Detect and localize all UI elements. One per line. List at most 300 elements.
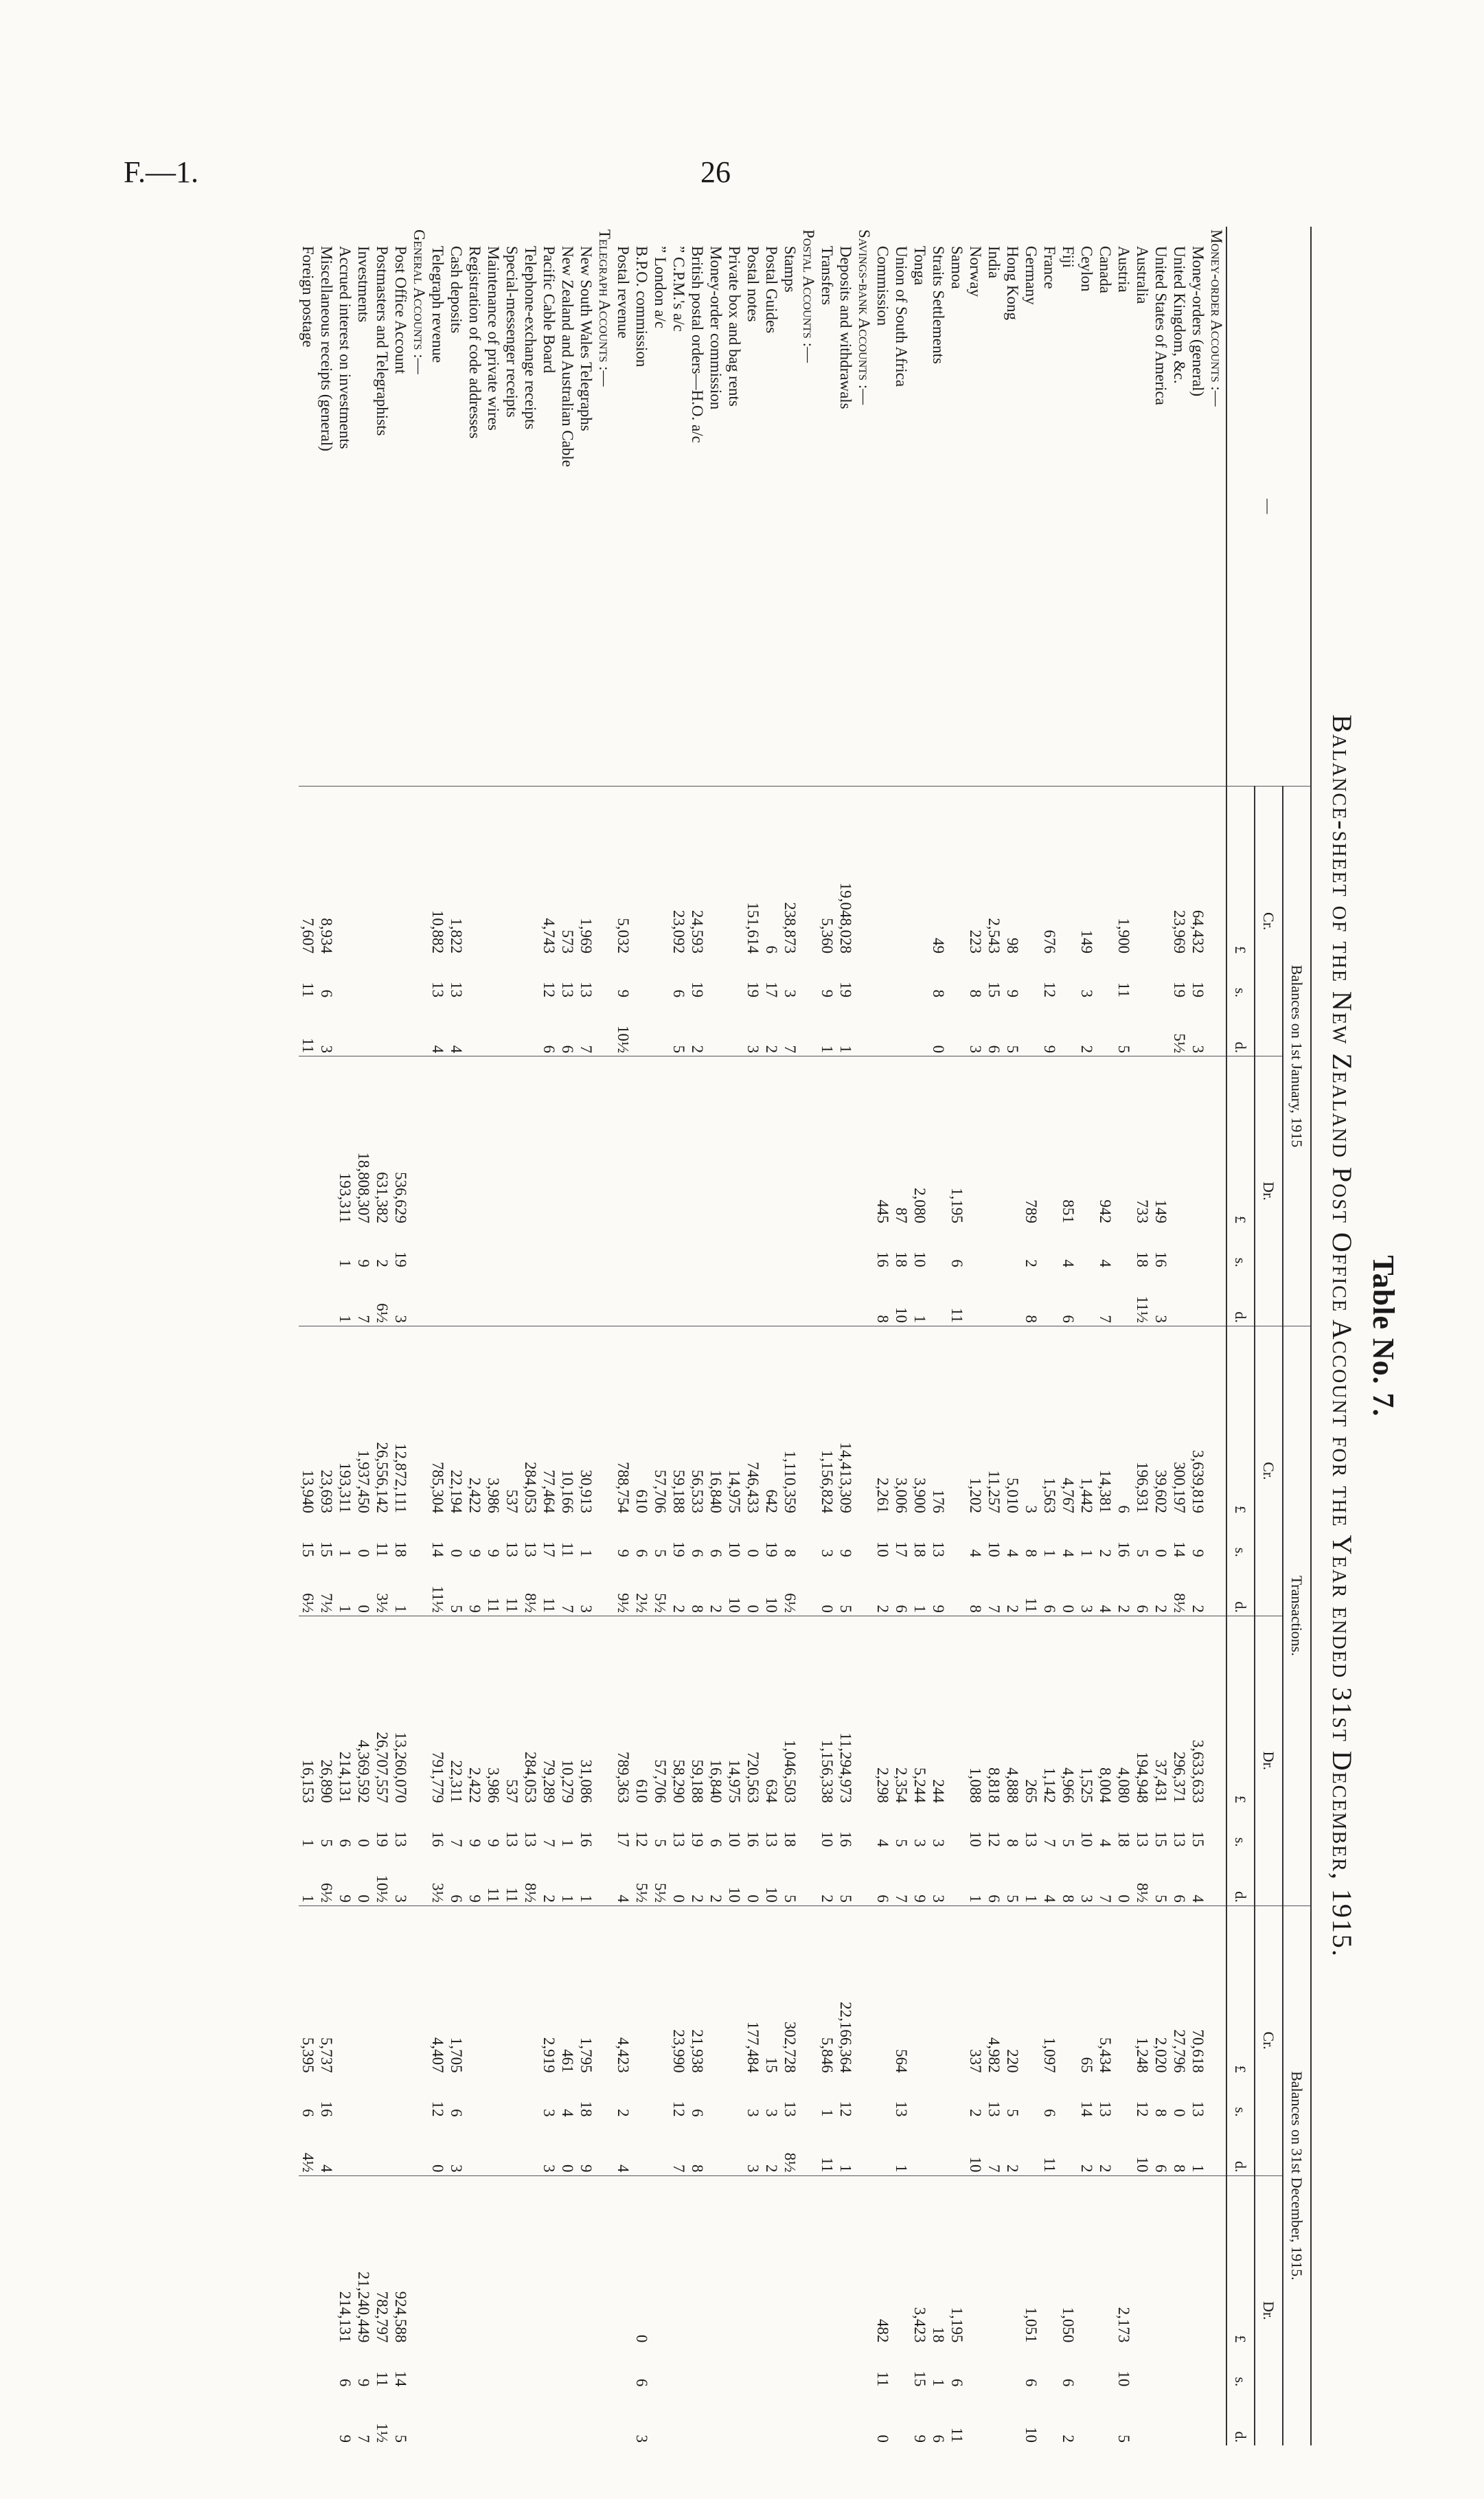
cell-pence: 3: [392, 1895, 409, 1903]
cell-pence: 9: [911, 1895, 928, 1903]
cell-shillings: 13: [930, 1541, 947, 1557]
cell-pounds: 223: [966, 787, 985, 956]
cell-shillings: [855, 2076, 874, 2120]
cell-shillings: [985, 2345, 1003, 2389]
cell-pounds: [1022, 787, 1040, 956]
cell-pounds: 7,607: [299, 787, 317, 956]
table-row: [892, 227, 911, 2445]
cell-shillings: [799, 956, 818, 1000]
cell-pounds: 4,080: [1115, 1616, 1133, 1805]
cell-pence: [1189, 1270, 1207, 1326]
unit-label: d.: [1232, 1891, 1249, 1903]
cell-shillings: 12: [1134, 2101, 1151, 2117]
cell-shillings: 16: [429, 1831, 446, 1847]
row-label: New Zealand and Australian Cable: [559, 246, 576, 467]
cell-pence: 11½: [429, 1585, 446, 1613]
cell-shillings: 1: [1078, 1549, 1095, 1557]
cell-pence: [744, 1270, 762, 1326]
cell-shillings: [1077, 2345, 1096, 2389]
cell-pounds: 1,195: [948, 2175, 966, 2345]
cell-pounds: 1,156,824: [818, 1326, 836, 1515]
cell-pence: 3: [1078, 1605, 1095, 1613]
cell-pence: 2: [707, 1605, 724, 1613]
cell-pence: [1003, 2389, 1022, 2445]
cell-shillings: 10: [726, 1831, 743, 1847]
cell-pence: [410, 1000, 429, 1056]
cell-pence: 2: [1115, 1605, 1132, 1613]
cell-shillings: 16: [837, 1831, 854, 1847]
cell-pence: 2: [689, 1895, 706, 1903]
cell-shillings: [670, 2345, 688, 2389]
cell-pence: 0: [744, 1605, 762, 1613]
cell-shillings: 5: [1060, 1839, 1077, 1847]
cell-pounds: 244: [929, 1616, 948, 1805]
cell-pence: 7: [559, 1605, 576, 1613]
cell-pounds: [540, 2175, 558, 2345]
cell-pounds: [447, 2175, 466, 2345]
cell-shillings: 5: [1004, 2109, 1021, 2117]
cell-shillings: [354, 956, 373, 1000]
cell-pence: 6½: [374, 1303, 391, 1323]
cell-pounds: [336, 1906, 354, 2075]
cell-pence: 6: [1171, 1895, 1188, 1903]
cell-shillings: [299, 2345, 317, 2389]
cell-pounds: 5,395: [299, 1906, 317, 2075]
cell-pence: [466, 1270, 484, 1326]
cell-shillings: [725, 956, 744, 1000]
row-label: Norway: [967, 246, 984, 297]
cell-pence: [1115, 2120, 1133, 2175]
cell-shillings: [744, 2345, 762, 2389]
cell-pounds: [855, 1906, 874, 2075]
cell-pence: 5: [1152, 1895, 1169, 1903]
table-row: [521, 227, 540, 2445]
cell-shillings: 17: [540, 1541, 558, 1557]
cell-pence: 11: [948, 2427, 966, 2443]
cell-shillings: 10: [985, 1541, 1003, 1557]
cell-shillings: 5: [893, 1839, 910, 1847]
row-label: Registration of code addresses: [466, 246, 483, 439]
cell-shillings: [503, 2345, 521, 2389]
cell-shillings: [577, 2345, 595, 2389]
cell-pounds: 2,919: [540, 1906, 558, 2075]
cell-pence: [855, 2120, 874, 2175]
row-label: ” London a/c: [652, 246, 669, 329]
row-label: Stamps: [781, 246, 799, 293]
row-label: Money-orders (general): [1189, 246, 1207, 397]
cell-pence: 0: [1060, 1605, 1077, 1613]
table-number: Table No. 7.: [1367, 1255, 1400, 1417]
cell-pounds: 4,888: [1003, 1616, 1022, 1805]
cell-pounds: 482: [874, 2175, 892, 2345]
cell-pence: [929, 1270, 948, 1326]
cell-shillings: [1115, 2076, 1133, 2120]
cell-shillings: [874, 2076, 892, 2120]
cell-pence: 7: [893, 1895, 910, 1903]
cell-pence: 5: [1115, 1045, 1132, 1054]
cell-shillings: [948, 2076, 966, 2120]
cell-shillings: [317, 1226, 336, 1270]
cell-pounds: [410, 2175, 429, 2345]
cell-pence: 6: [540, 1045, 558, 1054]
cell-pence: [707, 2120, 725, 2175]
cell-shillings: 13: [1097, 2101, 1114, 2117]
cell-shillings: 13: [1134, 1831, 1151, 1847]
cell-shillings: [688, 2345, 707, 2389]
cell-pounds: [651, 2175, 670, 2345]
cell-pounds: [818, 2175, 836, 2345]
cell-pence: 4: [1041, 1895, 1058, 1903]
cell-shillings: 1: [336, 1259, 354, 1267]
cell-shillings: 6: [948, 2378, 966, 2387]
cell-pence: 0: [874, 2434, 891, 2443]
cell-pounds: 59,188: [688, 1616, 707, 1805]
cell-pounds: 49: [929, 787, 948, 956]
unit-label: £: [1226, 1906, 1255, 2075]
cell-pounds: [1003, 2175, 1022, 2345]
table-row: [466, 227, 484, 2445]
cell-pounds: 300,197: [1170, 1326, 1189, 1515]
row-label: Miscellaneous receipts (general): [318, 246, 335, 451]
cell-pounds: 11,257: [985, 1326, 1003, 1515]
row-label: British postal orders—H.O. a/c: [689, 246, 706, 443]
section-header-row: [799, 227, 818, 2445]
row-label: Cash deposits: [448, 246, 465, 334]
cell-pence: 10: [763, 1886, 780, 1903]
cell-pounds: [874, 1906, 892, 2075]
cell-pence: [1077, 2389, 1096, 2445]
cell-pence: 3: [744, 2164, 762, 2173]
cell-shillings: 15: [318, 1541, 335, 1557]
cell-pounds: 11,294,973: [836, 1616, 855, 1805]
cell-pence: [799, 2389, 818, 2445]
row-label: Australia: [1134, 246, 1151, 304]
cell-pounds: [540, 1056, 558, 1226]
cell-pence: [651, 2120, 670, 2175]
cell-shillings: 9: [1004, 989, 1021, 998]
cell-pounds: 59,188: [670, 1326, 688, 1515]
cell-pounds: 4,966: [1059, 1616, 1077, 1805]
cell-pounds: 4,423: [614, 1906, 632, 2075]
cell-pounds: [985, 2175, 1003, 2345]
cell-shillings: 13: [522, 1541, 539, 1557]
cell-shillings: 6: [1023, 2378, 1040, 2387]
table-row: [317, 227, 336, 2445]
cell-pence: [948, 1850, 966, 1906]
cell-pounds: 537: [503, 1616, 521, 1805]
cell-pence: 2: [1152, 1605, 1169, 1613]
cell-pence: 6: [1041, 1605, 1058, 1613]
cell-pence: 11: [540, 1597, 558, 1613]
table-row: [874, 227, 892, 2445]
cell-pence: 3: [633, 2434, 650, 2443]
cell-pounds: 1,795: [577, 1906, 595, 2075]
cell-pounds: 5,244: [911, 1616, 929, 1805]
cell-pence: 5: [837, 1895, 854, 1903]
cell-shillings: 8: [1004, 1839, 1021, 1847]
cell-pence: 1: [1189, 2164, 1207, 2173]
cell-pence: 1: [392, 1605, 409, 1613]
cell-shillings: 1: [299, 1839, 317, 1847]
section-header-row: [855, 227, 874, 2445]
cell-pence: [836, 2389, 855, 2445]
cell-pence: 9: [466, 1895, 483, 1903]
cell-pounds: 782,797: [373, 2175, 391, 2345]
cell-pence: [336, 2120, 354, 2175]
cell-pounds: 13,260,070: [391, 1616, 410, 1805]
cell-shillings: 11: [1115, 982, 1132, 998]
stub-header: —: [1260, 499, 1277, 514]
cell-pounds: [1022, 1906, 1040, 2075]
cell-pence: 11: [503, 1887, 521, 1903]
cell-pounds: 2,261: [874, 1326, 892, 1515]
table-row: [985, 227, 1003, 2445]
cell-pounds: 23,990: [670, 1906, 688, 2075]
cell-pounds: [1189, 2175, 1207, 2345]
cell-shillings: [521, 1226, 540, 1270]
cell-pence: [540, 1270, 558, 1326]
cell-pounds: [725, 2175, 744, 2345]
cell-shillings: 8: [967, 989, 984, 998]
cell-shillings: 9: [819, 989, 836, 998]
table-row: [540, 227, 558, 2445]
cell-pounds: 21,240,449: [354, 2175, 373, 2345]
table-row: [336, 227, 354, 2445]
row-label: Foreign postage: [299, 246, 317, 348]
cell-shillings: [503, 956, 521, 1000]
cell-pounds: [929, 1906, 948, 2075]
section-label: Savings-bank Accounts :—: [856, 229, 873, 405]
cell-pounds: 1,097: [1040, 1906, 1059, 2075]
cell-pence: 7: [355, 2434, 372, 2443]
row-label: Post Office Account: [392, 246, 409, 374]
cell-pence: [521, 2120, 540, 2175]
cell-shillings: 12: [633, 1831, 650, 1847]
cell-pounds: 1,969: [577, 787, 595, 956]
table-row: [966, 227, 985, 2445]
cell-pounds: 14,975: [725, 1616, 744, 1805]
cell-shillings: 9: [485, 1839, 502, 1847]
cell-shillings: 17: [893, 1541, 910, 1557]
cell-pounds: [725, 1056, 744, 1226]
cell-pounds: 12,872,111: [391, 1326, 410, 1515]
cell-pence: 4: [318, 2164, 335, 2173]
cell-pounds: 3,639,819: [1189, 1326, 1207, 1515]
cell-shillings: 9: [485, 1549, 502, 1557]
cell-pence: [799, 1850, 818, 1906]
cell-pence: [632, 2120, 651, 2175]
cell-pounds: [447, 1056, 466, 1226]
cell-shillings: 13: [1023, 1831, 1040, 1847]
cell-pence: 1: [336, 1315, 354, 1323]
row-label: United States of America: [1152, 246, 1169, 405]
report-reference: F.—1.: [124, 155, 198, 189]
cell-pounds: 16,153: [299, 1616, 317, 1805]
cell-pounds: 1,156,338: [818, 1616, 836, 1805]
cell-shillings: 13: [522, 1831, 539, 1847]
cell-pounds: 27,796: [1170, 1906, 1189, 2075]
cell-shillings: [540, 1226, 558, 1270]
cell-pounds: [1207, 1056, 1226, 1226]
cell-pence: [484, 2120, 503, 2175]
cell-pounds: [744, 1056, 762, 1226]
cell-shillings: 3: [744, 2109, 762, 2117]
cell-shillings: [651, 1226, 670, 1270]
cell-pounds: [892, 2175, 911, 2345]
cell-pence: 4: [1189, 1895, 1207, 1903]
cell-shillings: 10: [874, 1541, 891, 1557]
cell-pounds: 1,110,359: [781, 1326, 799, 1515]
cell-pence: [855, 1850, 874, 1906]
cell-pence: [1207, 1000, 1226, 1056]
cell-shillings: [762, 1226, 781, 1270]
cell-pounds: [484, 1056, 503, 1226]
cell-pounds: 64,432: [1189, 787, 1207, 956]
cell-pounds: 573: [558, 787, 577, 956]
cell-pounds: 746,433: [744, 1326, 762, 1515]
cell-shillings: 9: [355, 2378, 372, 2387]
cell-shillings: [1207, 1226, 1226, 1270]
cell-pence: [521, 2389, 540, 2445]
cell-shillings: 6: [1060, 2378, 1077, 2387]
cell-pence: 1: [1023, 1895, 1040, 1903]
cell-shillings: [466, 2076, 484, 2120]
row-label: Money-order commission: [707, 246, 724, 410]
cell-shillings: 9: [355, 1259, 372, 1267]
cell-pounds: [1152, 787, 1170, 956]
cell-shillings: 18: [911, 1541, 928, 1557]
cell-shillings: 4: [1097, 1259, 1114, 1267]
cell-pounds: 2,173: [1115, 2175, 1133, 2345]
cell-pounds: 56,533: [688, 1326, 707, 1515]
cell-shillings: 6: [689, 2109, 706, 2117]
cell-pounds: [466, 1906, 484, 2075]
page-number: 26: [700, 155, 731, 189]
cell-pence: [670, 2389, 688, 2445]
cell-pence: [836, 1270, 855, 1326]
unit-label: d.: [1232, 1601, 1249, 1613]
cell-pence: 9: [930, 1605, 947, 1613]
cell-shillings: 19: [392, 1251, 409, 1267]
cell-pounds: [410, 1056, 429, 1226]
cell-pence: 0: [1115, 1895, 1132, 1903]
cell-shillings: [447, 2345, 466, 2389]
cell-pounds: 445: [874, 1056, 892, 1226]
cell-shillings: 3: [781, 989, 799, 998]
cell-pounds: [1207, 1906, 1226, 2075]
cell-pence: 7: [355, 1315, 372, 1323]
cell-shillings: 0: [448, 1549, 465, 1557]
cell-pence: 10: [967, 2156, 984, 2173]
section-label: Money-order Accounts :—: [1208, 229, 1225, 407]
row-label: Commission: [874, 246, 891, 326]
cell-shillings: 16: [578, 1831, 595, 1847]
cell-pounds: [466, 2175, 484, 2345]
cell-pounds: [521, 2175, 540, 2345]
cell-pounds: [651, 787, 670, 956]
cell-pounds: [1040, 2175, 1059, 2345]
cell-pence: 1: [911, 1315, 928, 1323]
cell-pence: [799, 2120, 818, 2175]
cell-shillings: [1207, 1806, 1226, 1850]
cell-pounds: [799, 1616, 818, 1805]
row-label: Investments: [355, 246, 372, 323]
cell-pence: 7: [1097, 1895, 1114, 1903]
cell-pounds: [1115, 1056, 1133, 1226]
cell-pounds: [707, 1906, 725, 2075]
cell-pounds: [1133, 2175, 1152, 2345]
cell-pence: [466, 2120, 484, 2175]
cell-pounds: [707, 1056, 725, 1226]
cell-shillings: 6: [633, 2378, 650, 2387]
cell-pence: 9: [336, 2434, 354, 2443]
cell-pence: 4: [615, 2164, 632, 2173]
cell-shillings: [503, 1226, 521, 1270]
cell-pence: 10: [893, 1307, 910, 1323]
cell-pounds: 177,484: [744, 1906, 762, 2075]
cell-pence: 3: [1078, 1895, 1095, 1903]
cell-shillings: [521, 2345, 540, 2389]
cell-shillings: [1207, 2345, 1226, 2389]
cell-shillings: [836, 1226, 855, 1270]
cell-pence: 2: [670, 1605, 687, 1613]
cell-shillings: 13: [670, 1831, 687, 1847]
cell-shillings: [1096, 2345, 1115, 2389]
cell-pence: [966, 1270, 985, 1326]
cell-pence: [577, 1270, 595, 1326]
cell-shillings: [299, 1226, 317, 1270]
cell-pence: 5: [1004, 1045, 1021, 1054]
cell-pence: [1096, 1000, 1115, 1056]
cell-pence: [966, 2389, 985, 2445]
row-label: Postmasters and Telegraphists: [374, 246, 391, 436]
cell-pence: [354, 1000, 373, 1056]
cell-pounds: 16,840: [707, 1616, 725, 1805]
cell-pence: [688, 2389, 707, 2445]
unit-label: s.: [1232, 2377, 1249, 2387]
unit-label: £: [1226, 787, 1255, 956]
cell-pounds: [614, 2175, 632, 2345]
cell-shillings: 10: [1115, 2371, 1132, 2387]
cell-pounds: 4,407: [429, 1906, 447, 2075]
cell-pence: 6½: [318, 1882, 335, 1903]
cell-pounds: [855, 1056, 874, 1226]
cell-pence: [521, 1000, 540, 1056]
row-label: Postal notes: [744, 246, 762, 322]
cell-pence: [410, 2120, 429, 2175]
cell-pounds: 0: [632, 2175, 651, 2345]
group-header-opening: Balances on 1st January, 1915: [1283, 787, 1311, 1326]
unit-label: £: [1226, 1056, 1255, 1226]
cell-pence: 11: [1023, 1597, 1040, 1613]
cell-pounds: [855, 1616, 874, 1805]
cell-pence: 11: [1041, 2157, 1058, 2173]
cell-pence: 1: [819, 1045, 836, 1054]
cell-shillings: [595, 2076, 614, 2120]
cell-pence: [1115, 1270, 1133, 1326]
cell-pounds: 610: [632, 1326, 651, 1515]
cell-pence: 11½: [1134, 1296, 1151, 1323]
cell-shillings: 13: [1189, 2101, 1207, 2117]
cell-shillings: [558, 1226, 577, 1270]
cell-pence: [595, 1000, 614, 1056]
cell-pence: 4½: [299, 2152, 317, 2173]
cell-pounds: [595, 2175, 614, 2345]
cell-shillings: [799, 2076, 818, 2120]
cell-pounds: [836, 2175, 855, 2345]
cell-pence: 8½: [522, 1882, 539, 1903]
cell-pounds: 537: [503, 1326, 521, 1515]
